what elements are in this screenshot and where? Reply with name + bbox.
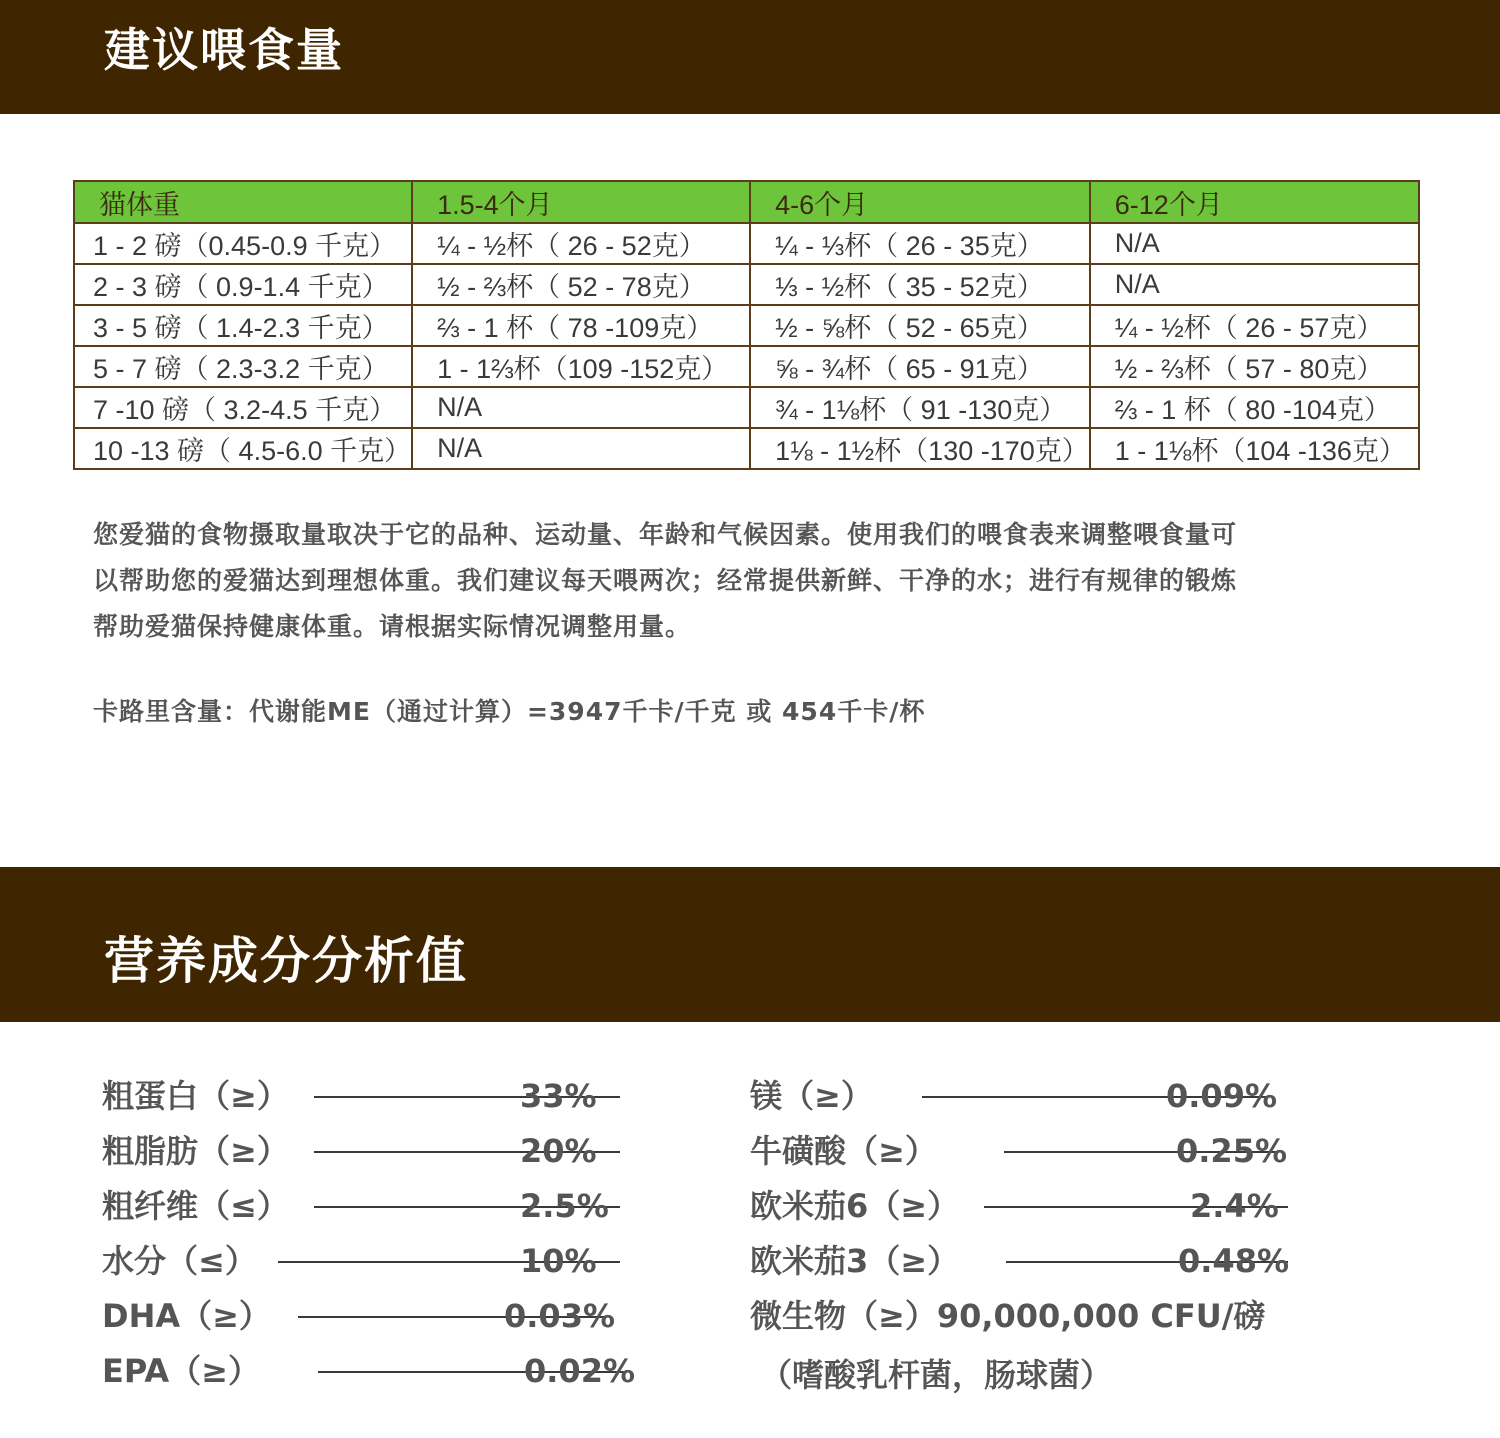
table-cell: ½ - ⅔杯（ 52 - 78克） xyxy=(412,264,750,305)
nutrient-label: 镁（≥） xyxy=(750,1077,873,1115)
table-cell: ⅝ - ¾杯（ 65 - 91克） xyxy=(750,346,1090,387)
table-cell: ¾ - 1⅛杯（ 91 -130克） xyxy=(750,387,1090,428)
nutrient-row-epa xyxy=(102,1349,662,1393)
table-cell: 5 - 7 磅（ 2.3-3.2 千克） xyxy=(74,346,412,387)
nutrient-row-omega6 xyxy=(750,1184,1310,1228)
nutrient-label: 微生物（≥）90,000,000 CFU/磅 xyxy=(750,1297,1266,1335)
table-cell: N/A xyxy=(1090,223,1419,264)
table-cell: N/A xyxy=(412,428,750,469)
nutrient-label: 粗纤维（≤） xyxy=(102,1187,289,1225)
table-cell: ¼ - ½杯（ 26 - 52克） xyxy=(412,223,750,264)
table-cell: ½ - ⅔杯（ 57 - 80克） xyxy=(1090,346,1419,387)
nutrient-label: DHA（≥） xyxy=(102,1297,271,1335)
table-cell: N/A xyxy=(412,387,750,428)
nutrient-value: 0.48% xyxy=(1178,1242,1290,1280)
microbe-strains-note: （嗜酸乳杆菌，肠球菌） xyxy=(760,1356,1113,1394)
description-line: 以帮助您的爱猫达到理想体重。我们建议每天喂两次；经常提供新鲜、干净的水；进行有规律的锻炼 xyxy=(93,566,1238,595)
table-cell: ¼ - ½杯（ 26 - 57克） xyxy=(1090,305,1419,346)
description-line: 您爱猫的食物摄取量取决于它的品种、运动量、年龄和气候因素。使用我们的喂食表来调整喂食量可 xyxy=(93,520,1238,549)
table-cell: 3 - 5 磅（ 1.4-2.3 千克） xyxy=(74,305,412,346)
table-cell: ⅓ - ½杯（ 35 - 52克） xyxy=(750,264,1090,305)
description-line: 帮助爱猫保持健康体重。请根据实际情况调整用量。 xyxy=(93,612,692,641)
nutrient-value: 0.02% xyxy=(524,1352,636,1390)
table-cell: 1 - 2 磅（0.45-0.9 千克） xyxy=(74,223,412,264)
nutrient-value: 0.25% xyxy=(1176,1132,1288,1170)
table-row xyxy=(74,428,1419,469)
nutrient-row-crude-fiber xyxy=(102,1184,622,1228)
table-cell: ¼ - ⅓杯（ 26 - 35克） xyxy=(750,223,1090,264)
calorie-content: 卡路里含量：代谢能ME（通过计算）=3947千卡/千克 或 454千卡/杯 xyxy=(93,697,926,726)
table-cell: 10 -13 磅（ 4.5-6.0 千克） xyxy=(74,428,412,469)
feeding-description xyxy=(93,512,1393,650)
nutrient-row-taurine xyxy=(750,1129,1310,1173)
table-cell: ½ - ⅝杯（ 52 - 65克） xyxy=(750,305,1090,346)
nutrient-label: EPA（≥） xyxy=(102,1352,260,1390)
table-cell: 1 - 1⅛杯（104 -136克） xyxy=(1090,428,1419,469)
table-cell: N/A xyxy=(1090,264,1419,305)
col-header-4-6-months: 4-6个月 xyxy=(750,181,1090,223)
table-row xyxy=(74,223,1419,264)
nutrient-value: 2.5% xyxy=(520,1187,609,1225)
nutrient-row-magnesium xyxy=(750,1074,1310,1118)
table-cell: 1 - 1⅔杯（109 -152克） xyxy=(412,346,750,387)
nutrient-value: 0.09% xyxy=(1166,1077,1278,1115)
feeding-table xyxy=(73,180,1420,470)
nutrient-label: 欧米茄6（≥） xyxy=(750,1187,960,1225)
nutrient-label: 牛磺酸（≥） xyxy=(750,1132,937,1170)
nutrient-label: 欧米茄3（≥） xyxy=(750,1242,960,1280)
feeding-header-band xyxy=(0,0,1500,114)
col-header-6-12-months: 6-12个月 xyxy=(1090,181,1419,223)
table-row xyxy=(74,305,1419,346)
feeding-title: 建议喂食量 xyxy=(104,23,344,77)
nutrition-title: 营养成分分析值 xyxy=(104,932,468,990)
nutrient-row-dha xyxy=(102,1294,642,1338)
table-cell: 2 - 3 磅（ 0.9-1.4 千克） xyxy=(74,264,412,305)
nutrient-value: 20% xyxy=(520,1132,597,1170)
col-header-1-5-4-months: 1.5-4个月 xyxy=(412,181,750,223)
nutrient-label: 粗蛋白（≥） xyxy=(102,1077,289,1115)
nutrient-value: 33% xyxy=(520,1077,597,1115)
table-cell: ⅔ - 1 杯（ 78 -109克） xyxy=(412,305,750,346)
table-cell: 1⅛ - 1½杯（130 -170克） xyxy=(750,428,1090,469)
table-cell: 7 -10 磅（ 3.2-4.5 千克） xyxy=(74,387,412,428)
nutrient-value: 0.03% xyxy=(504,1297,616,1335)
nutrition-header-band xyxy=(0,867,1500,1022)
nutrient-row-crude-fat xyxy=(102,1129,622,1173)
nutrient-row-microbes xyxy=(750,1294,1350,1338)
nutrient-value: 2.4% xyxy=(1190,1187,1279,1225)
nutrient-value: 10% xyxy=(520,1242,597,1280)
table-row xyxy=(74,264,1419,305)
table-row xyxy=(74,387,1419,428)
nutrient-row-omega3 xyxy=(750,1239,1310,1283)
table-row xyxy=(74,346,1419,387)
nutrient-label: 粗脂肪（≥） xyxy=(102,1132,289,1170)
table-header-row xyxy=(74,181,1419,223)
table-cell: ⅔ - 1 杯（ 80 -104克） xyxy=(1090,387,1419,428)
col-header-weight: 猫体重 xyxy=(74,181,412,223)
nutrient-row-moisture xyxy=(102,1239,622,1283)
nutrient-label: 水分（≤） xyxy=(102,1242,257,1280)
nutrient-row-crude-protein xyxy=(102,1074,622,1118)
